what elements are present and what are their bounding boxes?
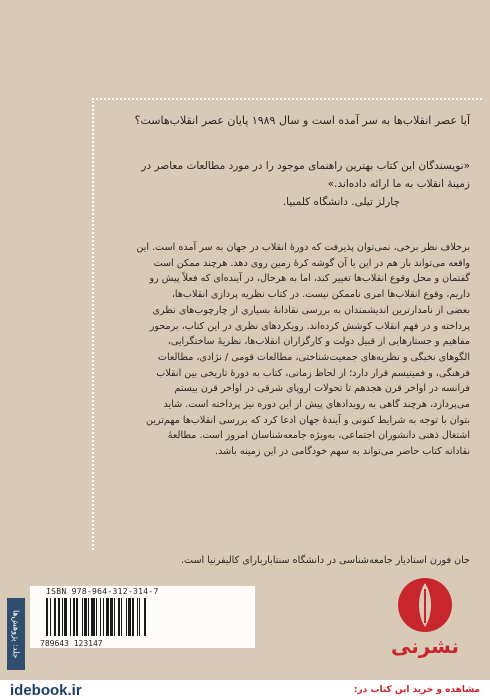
author-line: جان فورن استادیار جامعه‌شناسی در دانشگاه سنتاباربارای کالیفرنیا است. [180,555,470,566]
quote-line-2: زمینهٔ انقلاب به ما ارائه داده‌اند.» [327,178,470,190]
paragraph-line: فرانسه در اواخر قرن هجدهم تا تحولات اروپای شرقی در اواخر قرن بیستم [174,383,470,395]
watermark-caption: مشاهده و خرید این کتاب در: [353,685,480,695]
series-label: جلد: پژوهش‌ها [7,598,25,670]
description-paragraph [100,240,470,460]
paragraph-line: فرهنگی، و فمینیسم قرار دارد؛ از لحاظ زمانی، کتاب به دورهٔ تاریخی بین انقلاب [156,367,470,379]
paragraph-line: بعضی از نامدارترین اندیشمندان به بررسی نقادانهٔ بسیاری از چارچوب‌های نظری [152,304,470,316]
publisher-name: نشرنی [390,634,460,658]
paragraph-line: می‌پردازد، هرچند گاهی به رویدادهای پیش از این دوره نیز پرداخته است. شاید [163,399,470,411]
watermark-site[interactable]: idebook.ir [10,681,82,699]
paragraph-line: مفاهیم و جستارهایی از قبیل دولت و کارگزاران انقلاب‌ها، نظریهٔ ساختگرایی، [167,336,470,348]
paragraph-line: بتوان با توجه به شرایط کنونی و آیندهٔ جهان ادعا کرد که بررسی انقلاب‌ها مهم‌ترین [145,414,470,426]
paragraph-line: گفتمان و محل وقوع انقلاب‌ها تغییر کند، اما به هرحال، در آینده‌ای که فعلاً پیش رو [149,273,470,285]
quote-line-1: «نویسندگان این کتاب بهترین راهنمای موجود را در مورد مطالعات معاصر در [141,160,470,172]
paragraph-line: پرداخته و در فهم انقلاب کوشش کرده‌اند. رویکردهای نظری در این کتاب، برمحور [149,320,470,332]
dotted-frame-left [92,220,94,550]
barcode-digits: 789643 123147 [40,639,103,648]
headline-question: آیا عصر انقلاب‌ها به سر آمده است و سال ۱۹۸۹ پایان عصر انقلاب‌هاست؟ [134,114,470,127]
paragraph-line: الگوهای نخبگی و نظریه‌های جمعیت‌شناختی، مطالعات قومی / نژادی، مطالعات [157,351,470,363]
quote-attribution: چارلز تیلی. دانشگاه کلمبیا. [282,196,400,208]
paragraph-line: برخلاف نظر برخی، نمی‌توان پذیرفت که دورهٔ انقلاب در جهان به سر آمده است. این [136,242,470,253]
barcode [46,598,236,636]
paragraph-line: داریم، وقوع انقلاب‌ها امری ناممکن نیست. در کتاب نظریه پردازی انقلاب‌ها، [171,289,470,301]
paragraph-line: نقادانه کتاب حاضر می‌تواند به سهم خودگامی در این زمینه باشد. [215,446,470,458]
paragraph-line: اشتغال ذهنی دانشوران اجتماعی، به‌ویژه جامعه‌شناسان امروز است. مطالعهٔ [167,430,470,442]
watermark-bar[interactable] [0,680,490,700]
isbn-text: ISBN 978-964-312-314-7 [46,587,159,596]
paragraph-line: واقعه می‌تواند باز هم در این یا آن گوشه کرهٔ زمین روی دهد. هرچند ممکن است [153,257,470,269]
barcode-bar [146,598,147,636]
publisher-logo-icon [395,575,455,635]
